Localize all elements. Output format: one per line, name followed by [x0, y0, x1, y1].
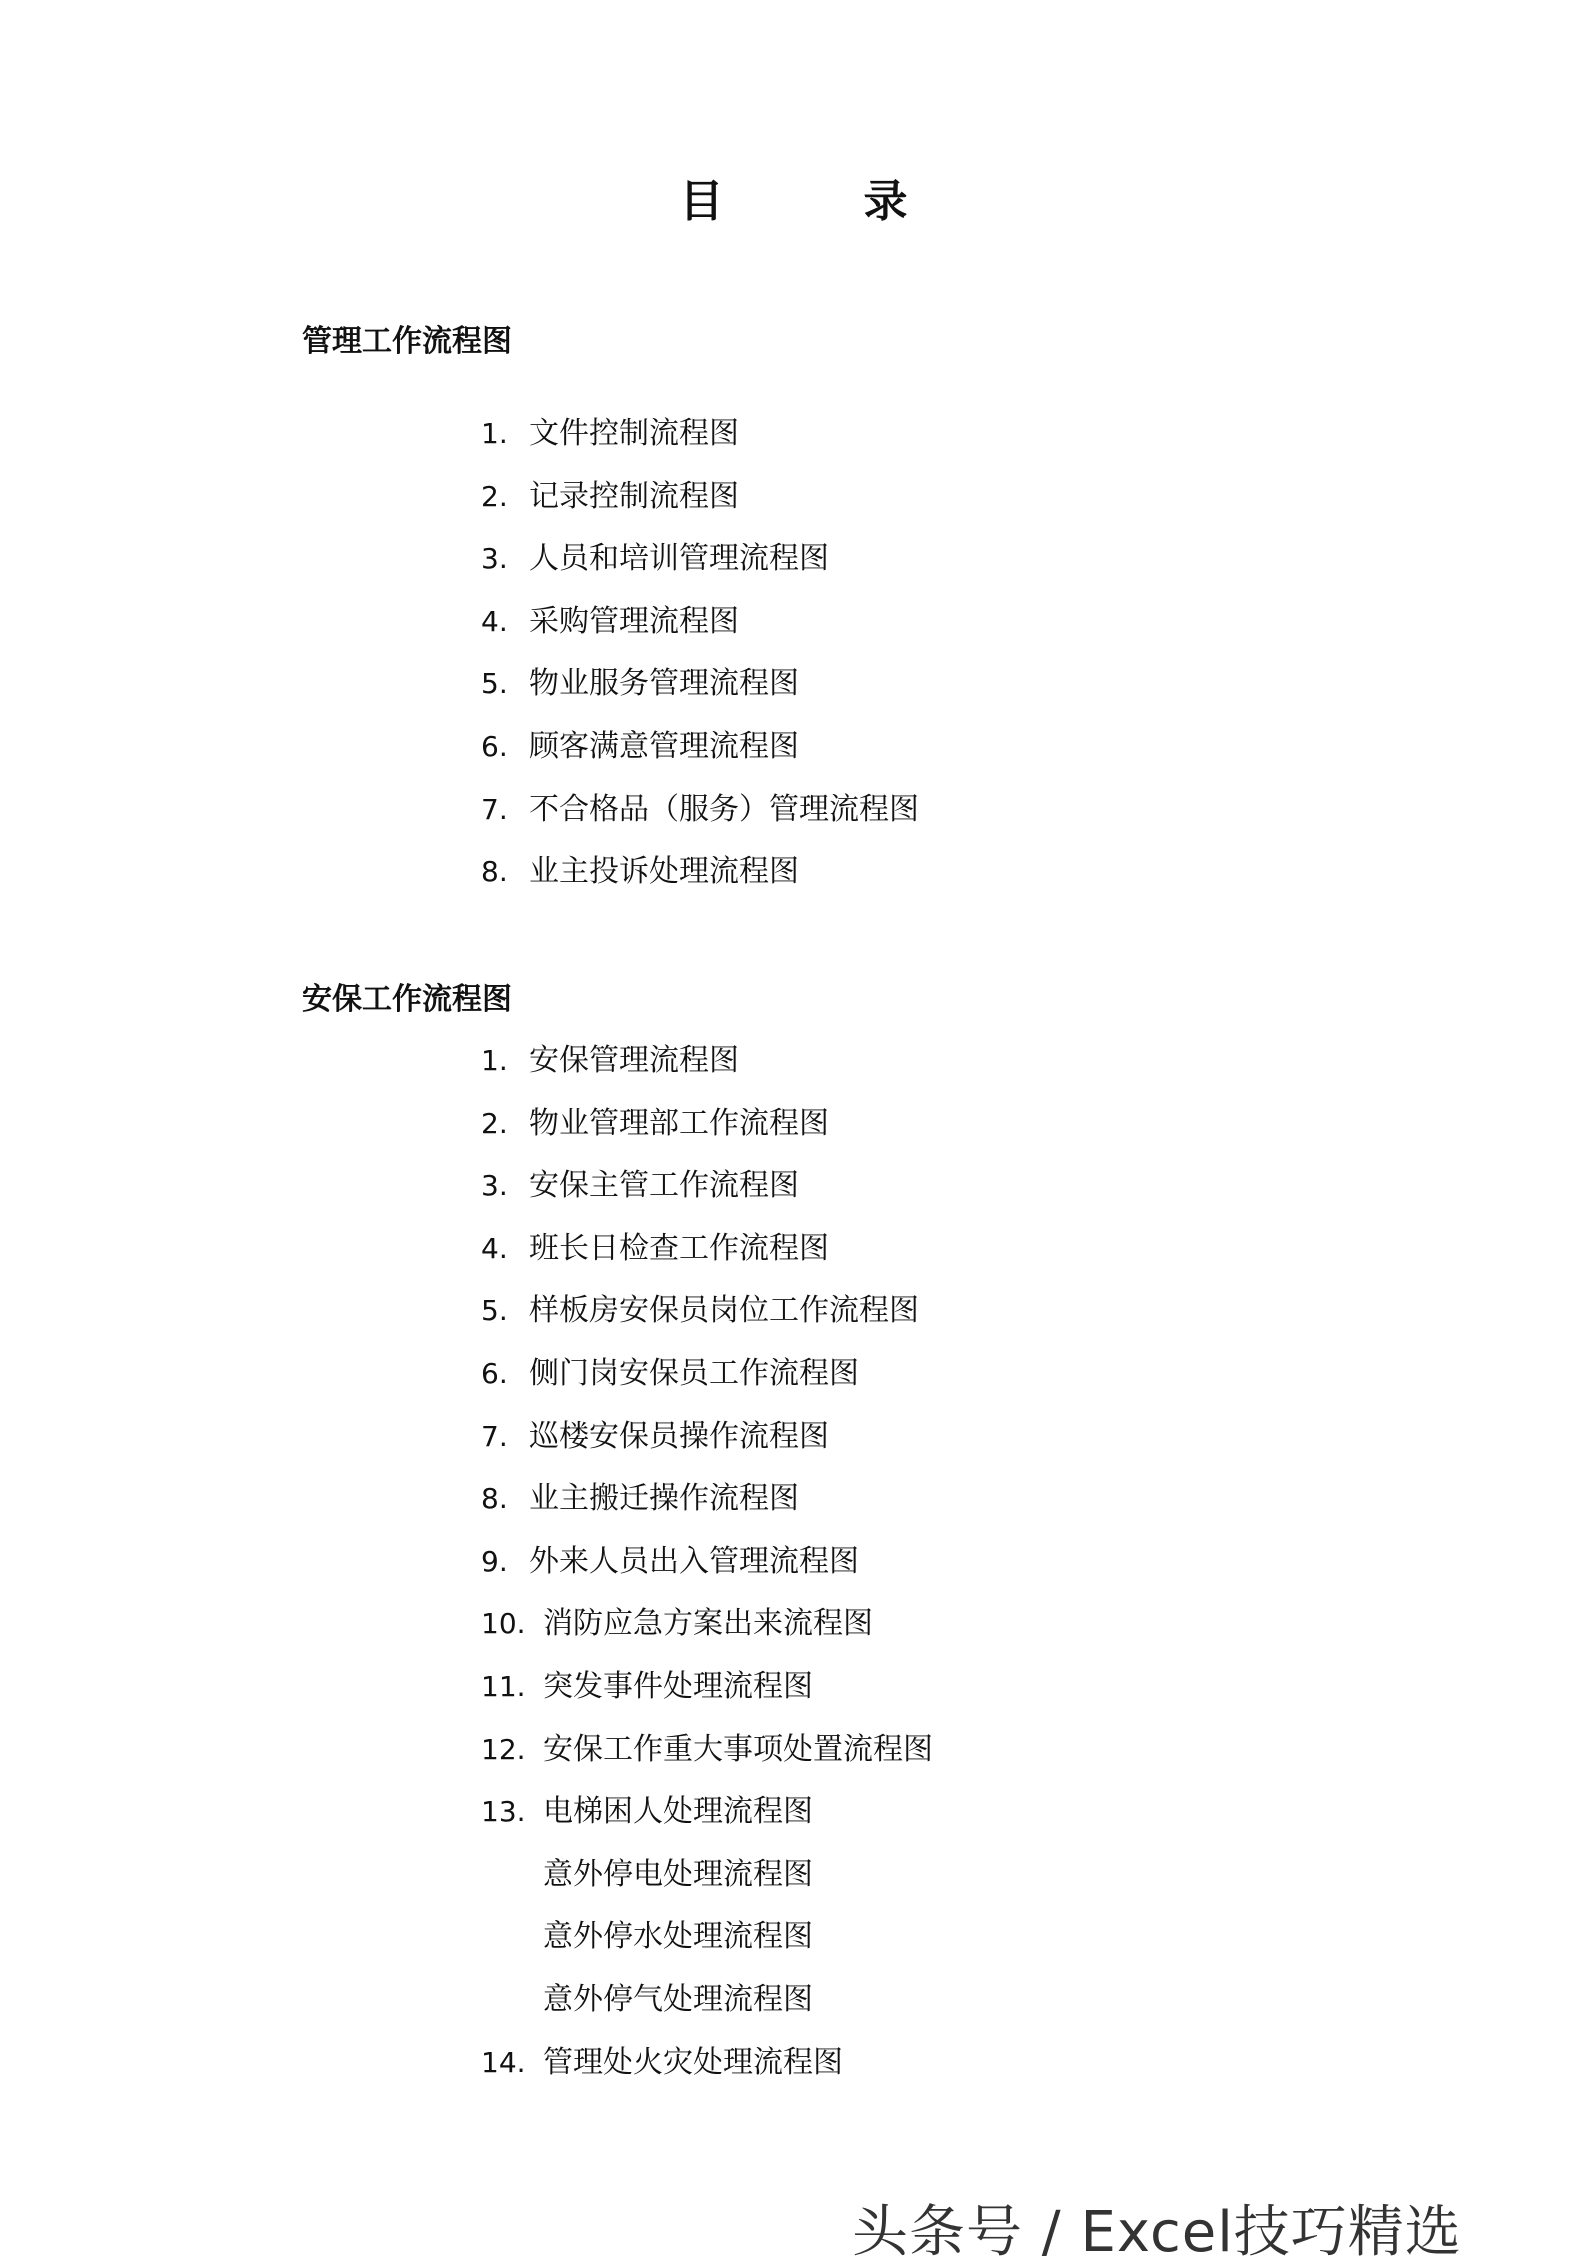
toc-item-title: 消防应急方案出来流程图: [543, 1606, 873, 1642]
toc-item-title: 采购管理流程图: [529, 603, 739, 639]
toc-item-number: 4.: [481, 1231, 508, 1265]
toc-item-title: 安保主管工作流程图: [529, 1168, 799, 1204]
toc-item-number: 12.: [481, 1732, 526, 1766]
toc-item-title: 顾客满意管理流程图: [529, 728, 799, 764]
toc-item-number: 6.: [481, 729, 508, 763]
toc-item-title: 样板房安保员岗位工作流程图: [529, 1293, 919, 1329]
section-heading-management: 管理工作流程图: [302, 324, 512, 359]
toc-item[interactable]: [481, 414, 919, 477]
toc-item[interactable]: [481, 1041, 933, 1104]
toc-item[interactable]: [481, 852, 919, 915]
toc-item-number: 7.: [481, 1419, 508, 1453]
toc-item-title: 不合格品（服务）管理流程图: [529, 791, 919, 827]
toc-item[interactable]: [481, 1166, 933, 1229]
toc-item-title: 管理处火灾处理流程图: [543, 2044, 843, 2080]
toc-item[interactable]: [481, 2043, 933, 2106]
toc-item-number: 4.: [481, 604, 508, 638]
toc-item-title: 文件控制流程图: [529, 416, 739, 451]
toc-item[interactable]: [481, 790, 919, 853]
toc-item-number: 2.: [481, 1106, 508, 1140]
toc-item[interactable]: [481, 1542, 933, 1605]
toc-item[interactable]: [481, 1417, 933, 1480]
toc-item-title: 安保工作重大事项处置流程图: [543, 1731, 933, 1767]
toc-item[interactable]: [481, 1855, 933, 1918]
toc-item[interactable]: [481, 1917, 933, 1980]
toc-item-number: 10.: [481, 1607, 526, 1641]
toc-item-title: 安保管理流程图: [529, 1043, 739, 1078]
page-title: 目 录: [679, 176, 956, 227]
toc-item-number: 1.: [481, 1044, 508, 1077]
toc-item-title: 巡楼安保员操作流程图: [529, 1418, 829, 1454]
toc-item-title: 物业服务管理流程图: [529, 666, 799, 702]
toc-item[interactable]: [481, 1792, 933, 1855]
toc-item-number: 13.: [481, 1795, 526, 1829]
section-heading-security: 安保工作流程图: [302, 982, 512, 1017]
toc-item-title: 班长日检查工作流程图: [529, 1230, 829, 1266]
toc-item-number: 5.: [481, 1294, 508, 1328]
toc-list-management: [481, 414, 919, 915]
toc-item[interactable]: [481, 1730, 933, 1793]
toc-item-title: 意外停水处理流程图: [543, 1919, 813, 1955]
toc-item-title: 侧门岗安保员工作流程图: [529, 1355, 859, 1391]
toc-item-title: 记录控制流程图: [529, 478, 739, 514]
toc-item[interactable]: [481, 539, 919, 602]
toc-item-title: 人员和培训管理流程图: [529, 541, 829, 577]
toc-item-number: 7.: [481, 792, 508, 826]
toc-item-number: 3.: [481, 542, 508, 576]
toc-item-number: 8.: [481, 1482, 508, 1516]
toc-item-number: 6.: [481, 1356, 508, 1390]
toc-item[interactable]: [481, 1291, 933, 1354]
toc-item-number: 8.: [481, 855, 508, 889]
toc-item-number: 14.: [481, 2045, 526, 2079]
toc-item-number: 11.: [481, 1669, 526, 1703]
toc-item[interactable]: [481, 602, 919, 665]
toc-item[interactable]: [481, 1604, 933, 1667]
toc-item-title: 业主投诉处理流程图: [529, 854, 799, 890]
toc-item-title: 意外停电处理流程图: [543, 1856, 813, 1892]
toc-item[interactable]: [481, 1354, 933, 1417]
toc-item-title: 物业管理部工作流程图: [529, 1105, 829, 1141]
toc-item-title: 业主搬迁操作流程图: [529, 1481, 799, 1517]
toc-item[interactable]: [481, 664, 919, 727]
toc-item[interactable]: [481, 1980, 933, 2043]
toc-item-title: 外来人员出入管理流程图: [529, 1543, 859, 1579]
toc-item-number: 2.: [481, 479, 508, 513]
watermark: 头条号 / Excel技巧精选: [852, 2200, 1462, 2265]
toc-item-number: 1.: [481, 417, 508, 450]
toc-item-title: 电梯困人处理流程图: [543, 1794, 813, 1830]
toc-item[interactable]: [481, 1479, 933, 1542]
toc-item-number: 5.: [481, 667, 508, 701]
toc-item-title: 突发事件处理流程图: [543, 1668, 813, 1704]
toc-item[interactable]: [481, 1667, 933, 1730]
toc-item-number: 9.: [481, 1544, 508, 1578]
toc-item-title: 意外停气处理流程图: [543, 1981, 813, 2017]
toc-item[interactable]: [481, 727, 919, 790]
toc-list-security: [481, 1041, 933, 2105]
toc-item[interactable]: [481, 1104, 933, 1167]
toc-item[interactable]: [481, 477, 919, 540]
toc-item[interactable]: [481, 1229, 933, 1292]
toc-item-number: 3.: [481, 1169, 508, 1203]
